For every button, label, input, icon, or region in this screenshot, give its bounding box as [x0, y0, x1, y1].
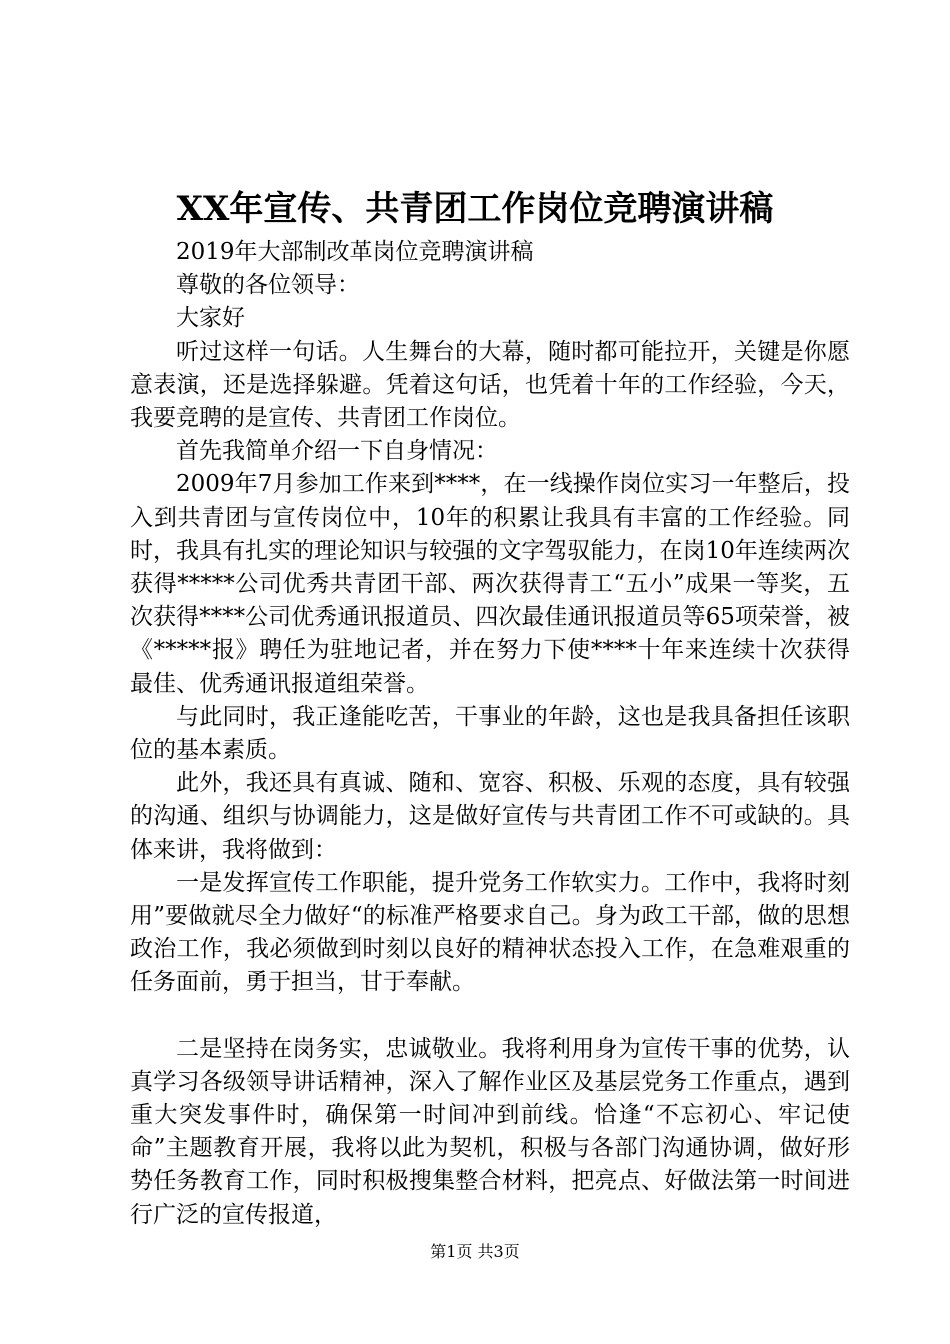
paragraph: 一是发挥宣传工作职能，提升党务工作软实力。工作中，我将时刻用”要做就尽全力做好“的标准严格要求自己。身为政工干部，做的思想政治工作，我必须做到时刻以良好的精神状态投入工作，在急难艰重的任务面前，勇于担当，甘于奉献。 [130, 869, 850, 996]
paragraph: 首先我简单介绍一下自身情况： [176, 438, 498, 465]
paragraph: 二是坚持在岗务实，忠诚敬业。我将利用身为宣传干事的优势，认真学习各级领导讲话精神，深入了解作业区及基层党务工作重点，遇到重大突发事件时，确保第一时间冲到前线。恰逢“不忘初心、牢记使命”主题教育开展，我将以此为契机，积极与各部门沟通协调，做好形势任务教育工作，同时积极搜集整合材料，把亮点、好做法第一时间进行广泛的宣传报道， [130, 1035, 850, 1228]
page-footer: 第1页 共3页 [430, 1242, 520, 1261]
paragraph: 2009年7月参加工作来到****，在一线操作岗位实习一年整后，投入到共青团与宣传岗位中，10年的积累让我具有丰富的工作经验。同时，我具有扎实的理论知识与较强的文字驾驭能力，在岗10年连续两次获得*****公司优秀共青团干部、两次获得青工“五小”成果一等奖，五次获得****公司优秀通讯报道员、四次最佳通讯报道员等65项荣誉，被《*****报》聘任为驻地记者，并在努力下使****十年来连续十次获得最佳、优秀通讯报道组荣誉。 [130, 471, 850, 697]
document-title: XX年宣传、共青团工作岗位竞聘演讲稿 [176, 189, 774, 229]
paragraph: 与此同时，我正逢能吃苦，干事业的年龄，这也是我具备担任该职位的基本素质。 [130, 703, 850, 764]
paragraph: 2019年大部制改革岗位竞聘演讲稿 [176, 239, 534, 265]
paragraph: 此外，我还具有真诚、随和、宽容、积极、乐观的态度，具有较强的沟通、组织与协调能力，这是做好宣传与共青团工作不可或缺的。具体来讲，我将做到： [130, 770, 850, 863]
paragraph: 大家好 [176, 305, 245, 332]
paragraph: 听过这样一句话。人生舞台的大幕，随时都可能拉开，关键是你愿意表演，还是选择躲避。凭着这句话，也凭着十年的工作经验，今天，我要竞聘的是宣传、共青团工作岗位。 [130, 338, 850, 432]
document-body [130, 236, 850, 1232]
paragraph: 尊敬的各位领导： [176, 272, 360, 299]
